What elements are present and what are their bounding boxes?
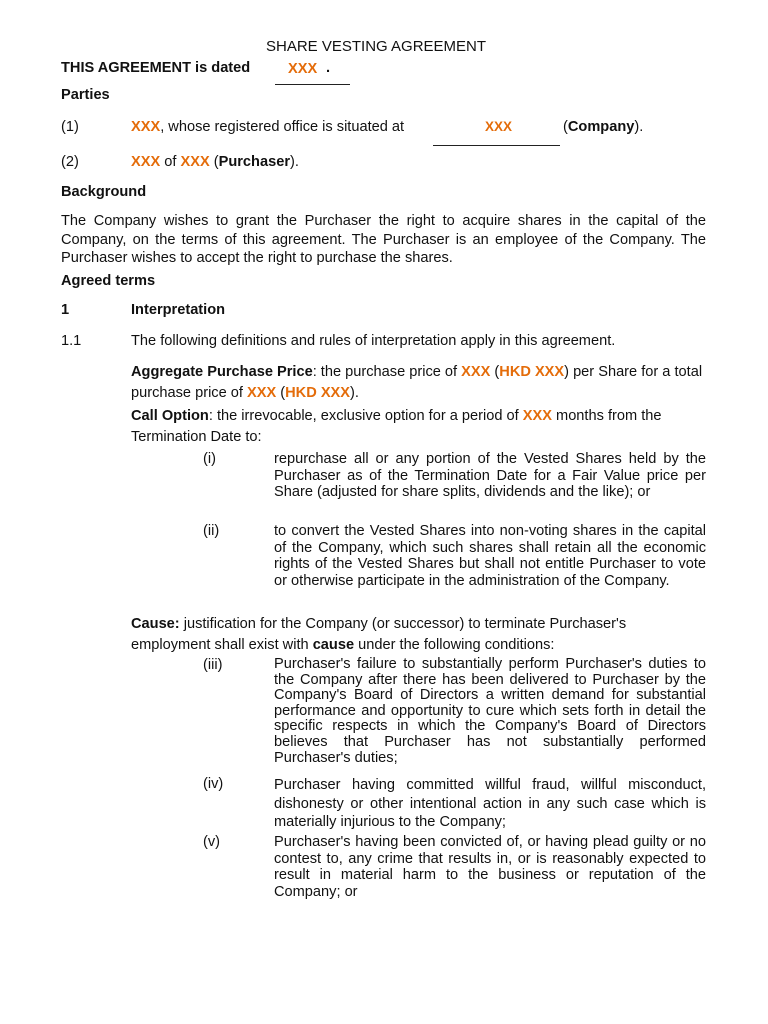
item-iii-number: (iii) [203,657,223,673]
definition-cause: Cause: justification for the Company (or successor) to terminate Purchaser's employment shall exist with cause under the following conditions: [131,616,627,653]
clause-1-1-number: 1.1 [61,333,82,349]
item-iv-number: (iv) [203,776,224,792]
definition-call-option: Call Option: the irrevocable, exclusive option for a period of XXX months from the Termination Date to: [131,408,662,445]
item-i-text: repurchase all or any portion of the Vested Shares held by the Purchaser as of the Termination Date for a Fair Value price per Share (adjusted for share splits, dividends and the like); or [274,451,706,500]
item-iv-text: Purchaser having committed willful fraud, willful misconduct, dishonesty or other intentional action in any such case which is materially injurious to the Company; [274,777,706,830]
item-v-text: Purchaser's having been convicted of, or having plead guilty or no contest to, any crime that results in, or is reasonably expected to result in material harm to the business or reputation of the Company; or [274,834,706,900]
agreement-date-value: XXX [288,61,318,77]
agreed-terms-heading: Agreed terms [61,273,156,289]
item-ii-number: (ii) [203,523,220,539]
definition-aggregate-purchase-price: Aggregate Purchase Price: the purchase price of XXX (HKD XXX) per Share for a total purchase price of XXX (HKD XXX). [131,364,703,401]
clause-1-1-text: The following definitions and rules of interpretation apply in this agreement. [131,333,616,349]
background-heading: Background [61,184,147,200]
agreement-date-period: . [326,60,331,76]
section-1-title: Interpretation [131,302,226,318]
agreement-date-label: THIS AGREEMENT is dated [61,60,251,76]
section-1-number: 1 [61,302,70,318]
party-2-number: (2) [61,154,79,170]
party-1-number: (1) [61,119,79,135]
item-i-number: (i) [203,451,216,467]
party-1-text: XXX, whose registered office is situated at [131,119,405,135]
office-underline [433,145,560,146]
parties-heading: Parties [61,87,110,103]
document-title: SHARE VESTING AGREEMENT [266,38,487,55]
party-1-office-value: XXX [485,119,513,134]
item-v-number: (v) [203,834,221,850]
date-underline [275,84,350,85]
party-1-role: (Company). [563,119,644,135]
party-2-text: XXX of XXX (Purchaser). [131,154,299,170]
item-ii-text: to convert the Vested Shares into non-voting shares in the capital of the Company, which such shares shall retain all the economic rights of the Vested Shares but shall not entitle Purchaser to vote or otherwise participate in the administration of the Company. [274,523,706,589]
item-iii-text: Purchaser's failure to substantially perform Purchaser's duties to the Company after there has been delivered to Purchaser by the Company's Board of Directors a written demand for substantial performance and opportunity to cure which sets forth in detail the specific respects in which the Company's Board of Directors believes that Purchaser has not substantially performed Purchaser's duties; [274,656,706,766]
background-text: The Company wishes to grant the Purchaser the right to acquire shares in the capital of the Company, on the terms of this agreement. The Purchaser is an employee of the Company. The Purchaser wishes to accept the right to purchase the shares. [61,213,706,266]
